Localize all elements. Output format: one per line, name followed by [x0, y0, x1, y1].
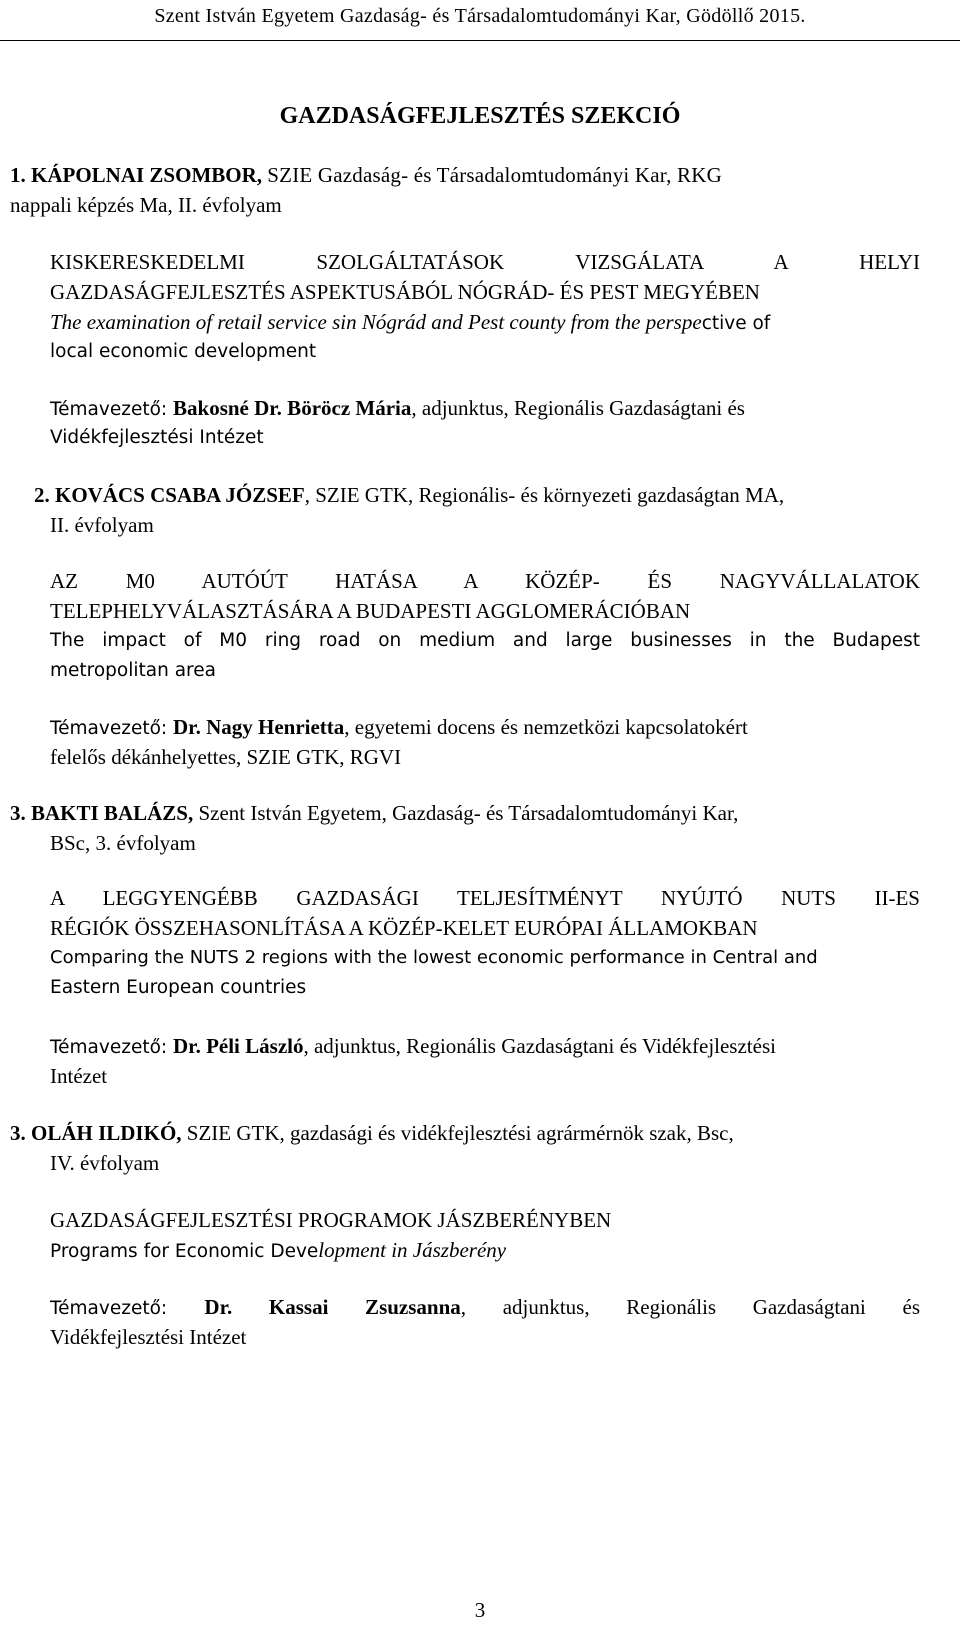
english-title-italic: lopment in Jászberény — [318, 1238, 507, 1262]
entry-2-title-line2: TELEPHELYVÁLASZTÁSÁRA A BUDAPESTI AGGLOMERÁCIÓBAN — [50, 599, 691, 623]
entry-4-english-title — [50, 1235, 506, 1267]
entry-4-supervisor — [50, 1292, 920, 1324]
entry-3-supervisor-cont: Intézet — [50, 1064, 108, 1088]
entry-3-english-title-cont: Eastern European countries — [50, 977, 307, 998]
entry-1-supervisor-cont: Vidékfejlesztési Intézet — [50, 427, 264, 448]
entry-number: 2. — [34, 483, 50, 507]
author-affiliation: SZIE Gazdaság- és Társadalomtudományi Kar, RKG — [267, 163, 722, 187]
supervisor-label: Témavezető: — [50, 1037, 174, 1058]
entry-3-supervisor — [50, 1031, 920, 1063]
entry-1-author-line — [10, 160, 920, 190]
author-affiliation: , SZIE GTK, Regionális- és környezeti gazdaságtan MA, — [304, 483, 785, 507]
supervisor-affiliation: , adjunktus, Regionális Gazdaságtani és — [460, 1295, 920, 1319]
author-name: KOVÁCS CSABA JÓZSEF — [55, 483, 305, 507]
author-affiliation: Szent István Egyetem, Gazdaság- és Társadalomtudományi Kar, — [198, 801, 739, 825]
entry-4-author-line — [10, 1118, 920, 1148]
entry-3-english-title: Comparing the NUTS 2 regions with the lowest economic performance in Central and — [50, 947, 818, 968]
running-header — [0, 0, 960, 41]
entry-1-affiliation-cont: nappali képzés Ma, II. évfolyam — [10, 193, 282, 217]
supervisor-label: Témavezető: — [50, 399, 174, 420]
supervisor-name: Dr. Péli László — [173, 1034, 304, 1058]
entry-2-supervisor — [50, 712, 920, 744]
running-header-text: Szent István Egyetem Gazdaság- és Társadalomtudományi Kar, Gödöllő 2015. — [154, 5, 806, 27]
entry-4-title-line1: GAZDASÁGFEJLESZTÉSI PROGRAMOK JÁSZBERÉNYBEN — [50, 1208, 612, 1232]
supervisor-label: Témavezető: — [50, 718, 174, 739]
entry-3-affiliation-cont: BSc, 3. évfolyam — [50, 831, 196, 855]
entry-1-title-line2: GAZDASÁGFEJLESZTÉS ASPEKTUSÁBÓL NÓGRÁD- ÉS PEST MEGYÉBEN — [50, 280, 760, 304]
entry-2-supervisor-cont: felelős dékánhelyettes, SZIE GTK, RGVI — [50, 745, 402, 769]
supervisor-name: Dr. Nagy Henrietta — [173, 715, 345, 739]
author-name: OLÁH ILDIKÓ, — [31, 1121, 182, 1145]
entry-4-supervisor-cont: Vidékfejlesztési Intézet — [50, 1325, 247, 1349]
page-number: 3 — [474, 1598, 486, 1622]
supervisor-name: Bakosné Dr. Böröcz Mária — [173, 396, 412, 420]
entry-3-author-line — [10, 798, 920, 828]
entry-number: 3. — [10, 801, 26, 825]
supervisor-label: Témavezető: — [50, 1298, 205, 1319]
entry-4-affiliation-cont: IV. évfolyam — [50, 1151, 160, 1175]
entry-1-title-line1: KISKERESKEDELMI SZOLGÁLTATÁSOK VIZSGÁLATA A HELYI — [50, 250, 920, 274]
entry-1-english-title-cont: local economic development — [50, 341, 317, 362]
entry-3-title-line2: RÉGIÓK ÖSSZEHASONLÍTÁSA A KÖZÉP-KELET EURÓPAI ÁLLAMOKBAN — [50, 916, 758, 940]
entry-2-author-line — [34, 480, 784, 510]
entry-2-affiliation-cont: II. évfolyam — [50, 513, 154, 537]
entry-1-supervisor — [50, 393, 745, 425]
entry-number: 1. — [10, 163, 26, 187]
author-affiliation: SZIE GTK, gazdasági és vidékfejlesztési agrármérnök szak, Bsc, — [186, 1121, 734, 1145]
supervisor-affiliation: , egyetemi docens és nemzetközi kapcsolatokért — [344, 715, 748, 739]
english-title-plain: Programs for Economic Deve — [50, 1241, 319, 1262]
entry-2-title-line1: AZ M0 AUTÓÚT HATÁSA A KÖZÉP- ÉS NAGYVÁLLALATOK — [50, 569, 920, 593]
author-name: KÁPOLNAI ZSOMBOR, — [31, 163, 263, 187]
entry-2-english-title-cont: metropolitan area — [50, 660, 216, 681]
supervisor-affiliation: , adjunktus, Regionális Gazdaságtani és — [411, 396, 745, 420]
supervisor-name: Dr. Kassai Zsuzsanna — [204, 1295, 461, 1319]
section-title: GAZDASÁGFEJLESZTÉS SZEKCIÓ — [279, 103, 681, 129]
english-title-italic: The examination of retail service sin Nógrád and Pest county from the perspe — [50, 310, 702, 334]
english-title-rest: ctive of — [701, 313, 771, 334]
entry-1-english-title — [50, 307, 770, 339]
entry-number: 3. — [10, 1121, 26, 1145]
supervisor-affiliation: , adjunktus, Regionális Gazdaságtani és Vidékfejlesztési — [303, 1034, 776, 1058]
author-name: BAKTI BALÁZS, — [31, 801, 194, 825]
entry-2-english-title: The impact of M0 ring road on medium and large businesses in the Budapest — [50, 630, 920, 651]
entry-3-title-line1: A LEGGYENGÉBB GAZDASÁGI TELJESÍTMÉNYT NYÚJTÓ NUTS II-ES — [50, 886, 920, 910]
